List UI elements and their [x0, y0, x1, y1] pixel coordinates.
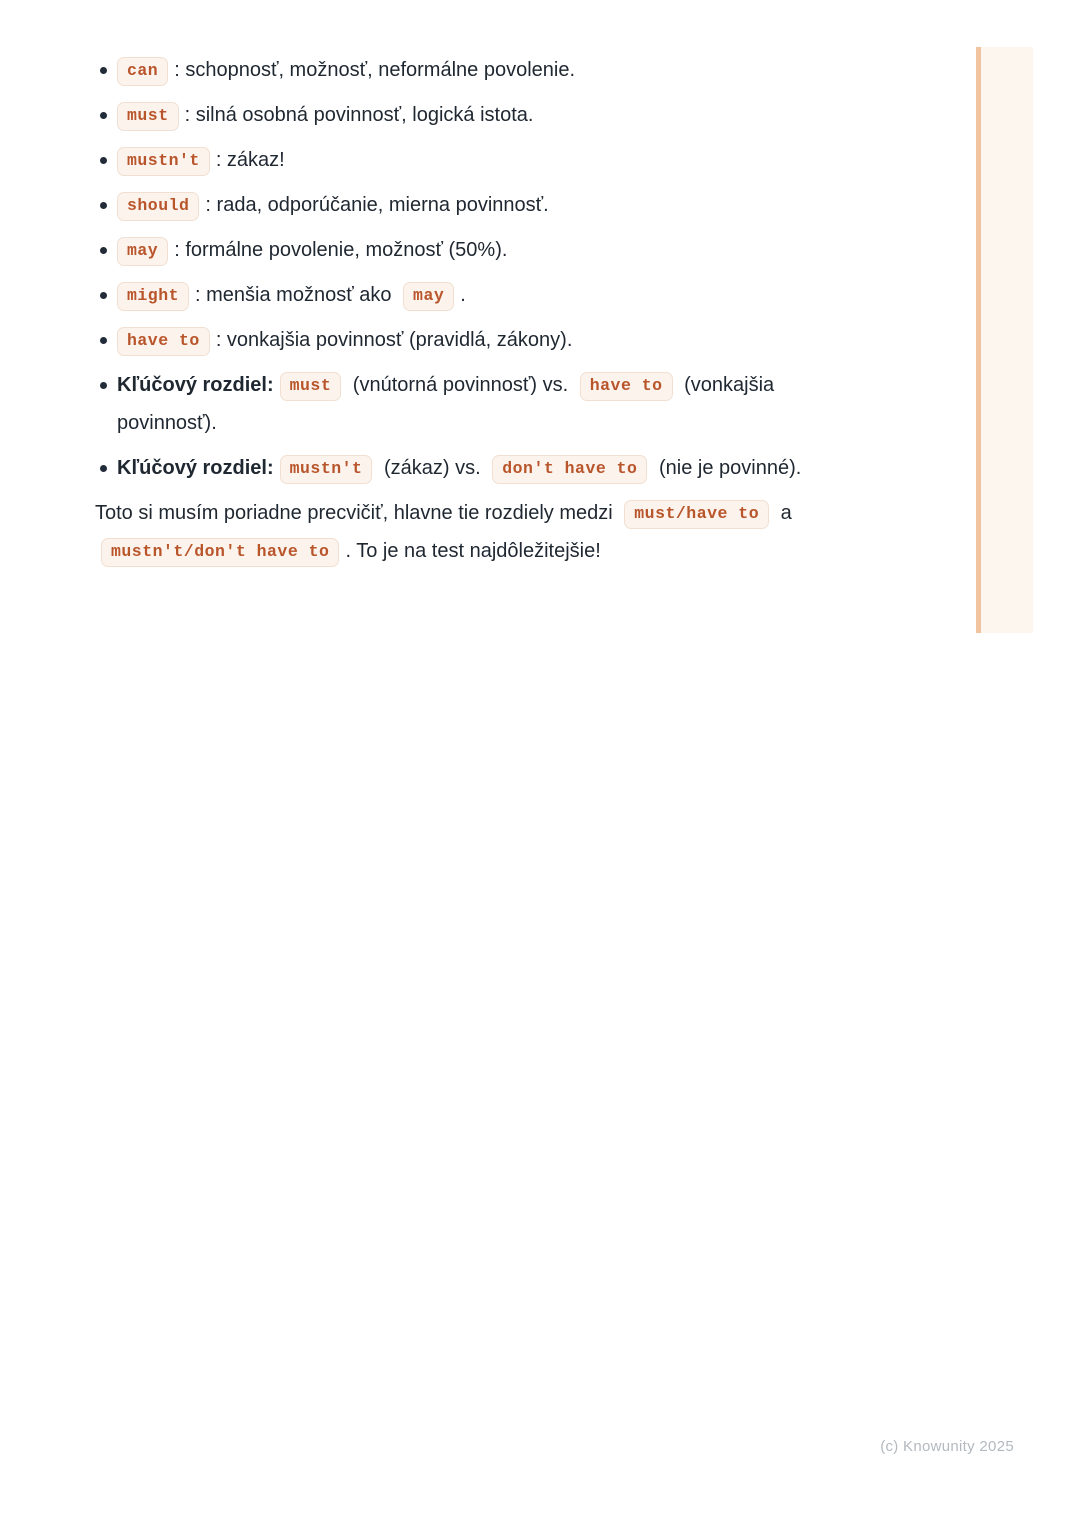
list-item-text: [117, 149, 285, 171]
list-item: [95, 141, 843, 179]
list-item-text: [117, 194, 549, 216]
text-run: .: [460, 284, 466, 306]
bold-label: Kľúčový rozdiel:: [117, 457, 274, 479]
copyright-footer: (c) Knowunity 2025: [880, 1438, 1014, 1455]
text-run: Toto si musím poriadne precvičiť, hlavne tie rozdiely medzi: [95, 502, 619, 524]
code-badge: might: [117, 282, 189, 311]
bullet-dot: [100, 292, 107, 299]
bullet-dot: [100, 247, 107, 254]
bullet-dot: [100, 157, 107, 164]
code-badge: must: [280, 372, 342, 401]
text-run: (vonkajšia povinnosť).: [117, 374, 775, 434]
code-badge: can: [117, 57, 168, 86]
text-run: : zákaz!: [215, 149, 285, 171]
bullet-dot: [100, 382, 107, 389]
text-run: : silná osobná povinnosť, logická istota.: [184, 104, 534, 126]
list-item: [95, 449, 843, 487]
code-badge: mustn't/don't have to: [101, 538, 339, 567]
list-item-text: [117, 374, 774, 434]
code-badge: should: [117, 192, 199, 221]
list-item-text: [117, 59, 575, 81]
text-run: : vonkajšia povinnosť (pravidlá, zákony).: [215, 329, 573, 351]
code-badge: don't have to: [492, 455, 647, 484]
code-badge: may: [403, 282, 454, 311]
text-run: : formálne povolenie, možnosť (50%).: [174, 239, 508, 261]
code-badge: may: [117, 237, 168, 266]
bold-label: Kľúčový rozdiel:: [117, 374, 274, 396]
list-item-text: [117, 329, 572, 351]
text-run: : menšia možnosť ako: [195, 284, 398, 306]
list-item-text: [117, 104, 533, 126]
notes-content: [95, 51, 843, 570]
text-run: a: [775, 502, 792, 524]
code-badge: have to: [117, 327, 210, 356]
summary-paragraph: [95, 494, 843, 570]
list-item: [95, 231, 843, 269]
text-run: (zákaz) vs.: [378, 457, 487, 479]
bullet-dot: [100, 202, 107, 209]
code-badge: must/have to: [624, 500, 769, 529]
code-badge: mustn't: [280, 455, 373, 484]
list-item-text: [117, 239, 507, 261]
text-run: (vnútorná povinnosť) vs.: [347, 374, 574, 396]
bullet-dot: [100, 112, 107, 119]
list-item: [95, 276, 843, 314]
list-item: [95, 366, 843, 442]
side-panel-band: [981, 47, 1033, 633]
list-item: [95, 186, 843, 224]
text-run: . To je na test najdôležitejšie!: [345, 540, 601, 562]
code-badge: have to: [580, 372, 673, 401]
text-run: (nie je povinné).: [653, 457, 802, 479]
text-run: : rada, odporúčanie, mierna povinnosť.: [205, 194, 549, 216]
list-item-text: [117, 284, 466, 306]
code-badge: must: [117, 102, 179, 131]
bullet-dot: [100, 67, 107, 74]
list-item: [95, 51, 843, 89]
list-item-text: [117, 457, 801, 479]
list-item: [95, 321, 843, 359]
code-badge: mustn't: [117, 147, 210, 176]
modal-verbs-list: [95, 51, 843, 487]
text-run: : schopnosť, možnosť, neformálne povolenie.: [174, 59, 575, 81]
bullet-dot: [100, 337, 107, 344]
list-item: [95, 96, 843, 134]
bullet-dot: [100, 465, 107, 472]
